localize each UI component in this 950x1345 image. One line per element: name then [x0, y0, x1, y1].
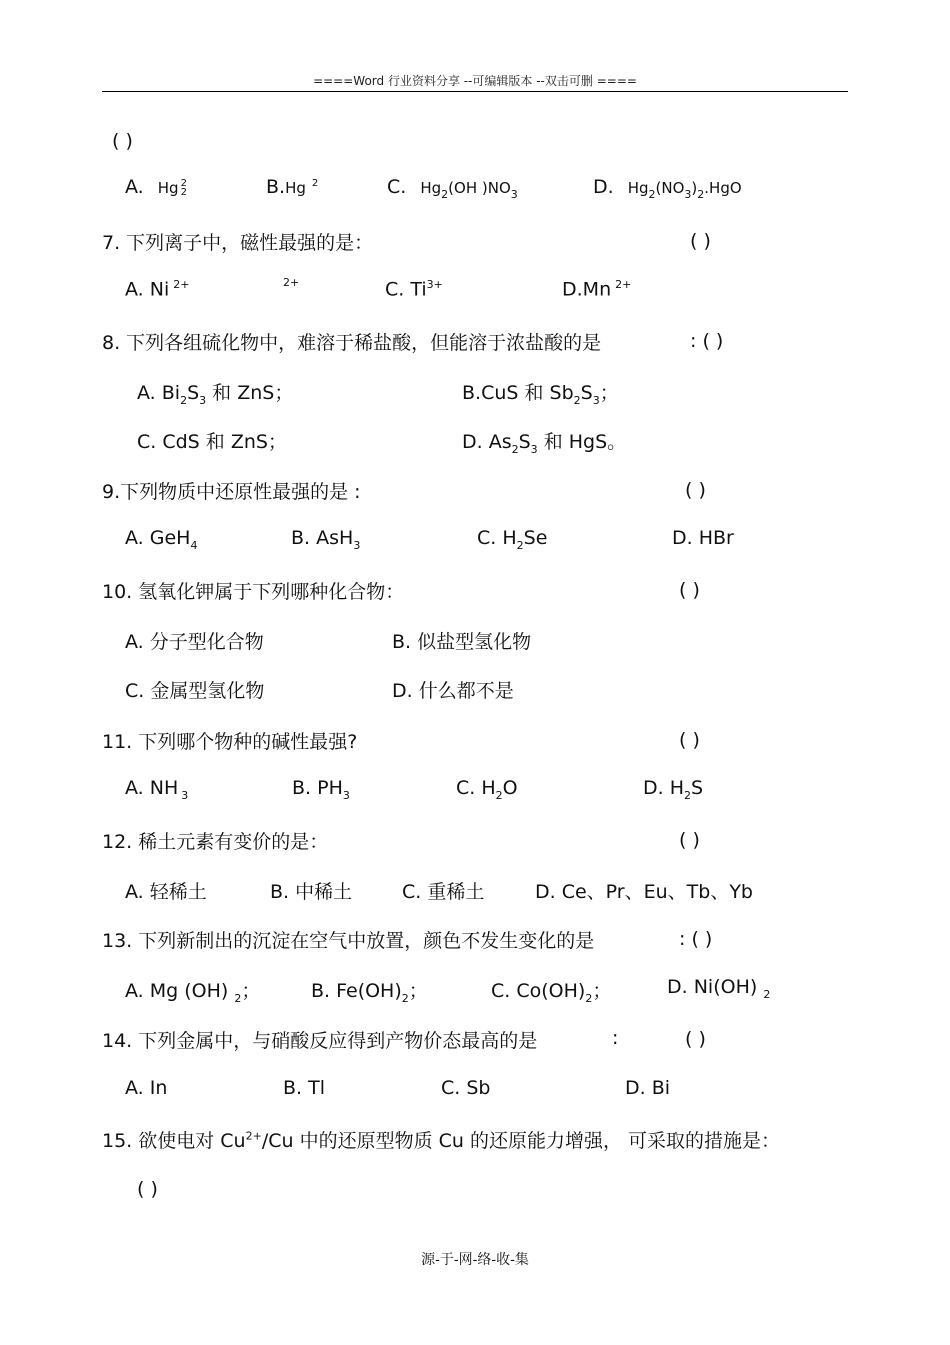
superscript: 2 — [311, 177, 319, 189]
option-text: Se — [523, 527, 548, 549]
option-text: 和 ZnS； — [206, 382, 294, 404]
superscript: 2 — [180, 177, 187, 189]
q14-option-c: C. Sb — [441, 1077, 491, 1099]
q8-stem: 8. 下列各组硫化物中，难溶于稀盐酸，但能溶于浓盐酸的是 — [102, 332, 602, 354]
q12-answer-paren: ( ) — [679, 829, 700, 851]
option-text: ； — [408, 980, 428, 1002]
option-text: B. PH — [292, 777, 343, 799]
option-text: D.Mn — [562, 278, 612, 301]
q10-option-d: D. 什么都不是 — [392, 680, 514, 702]
subscript: 2 — [441, 187, 449, 201]
option-text: D. As — [462, 431, 512, 453]
q13-option-c — [491, 976, 611, 1005]
q10-stem: 10. 氢氧化钾属于下列哪种化合物： — [102, 581, 405, 603]
subscript: 2 — [516, 538, 524, 552]
formula-text: (NO — [655, 179, 685, 197]
option-text: A. Bi — [137, 382, 181, 404]
subscript: 3 — [342, 788, 350, 802]
option-text: D. H — [643, 777, 684, 799]
option-letter: C. — [387, 176, 407, 198]
option-text: 和 HgS。 — [537, 431, 627, 453]
option-text: B. AsH — [291, 527, 354, 549]
q7-option-b-charge: 2+ — [283, 276, 300, 289]
q7-answer-paren: ( ) — [690, 230, 711, 252]
q6-option-b — [266, 176, 318, 198]
superscript: 3+ — [426, 278, 443, 291]
option-text: A. NH — [125, 777, 179, 799]
subscript: 3 — [199, 393, 207, 407]
q11-option-d — [643, 777, 703, 802]
formula-text: Hg — [285, 179, 306, 197]
option-text: ； — [241, 980, 261, 1002]
subscript: 3 — [353, 538, 361, 552]
q15-stem-part1: 15. 欲使电对 Cu — [102, 1130, 246, 1152]
q7-option-c — [385, 278, 443, 300]
q11-stem: 11. 下列哪个物种的碱性最强? — [102, 731, 358, 753]
option-text: S — [691, 777, 704, 799]
q7-stem: 7. 下列离子中，磁性最强的是： — [102, 232, 374, 254]
superscript: 2+ — [615, 278, 632, 291]
option-letter: A. — [125, 176, 144, 198]
q13-option-a — [125, 976, 260, 1005]
option-text: A. Mg (OH) — [125, 980, 235, 1002]
subscript: 2 — [573, 393, 581, 407]
q13-option-b — [311, 976, 428, 1005]
q6-option-d — [593, 176, 742, 201]
q7-option-a — [125, 278, 189, 300]
option-text: ； — [592, 980, 612, 1002]
formula-text: ) — [691, 179, 698, 197]
subscript: 3 — [181, 788, 189, 802]
q8-option-a — [137, 378, 293, 407]
q15-answer-paren: ( ) — [137, 1178, 158, 1200]
q9-answer-paren: ( ) — [685, 479, 706, 501]
q9-option-d: D. HBr — [672, 527, 734, 549]
q15-stem — [102, 1126, 780, 1153]
q11-option-c — [456, 777, 518, 802]
q12-option-a: A. 轻稀土 — [125, 881, 207, 903]
q6-answer-paren: ( ) — [112, 130, 133, 152]
formula-text: Hg — [627, 179, 649, 197]
superscript: 2+ — [245, 1129, 262, 1143]
option-text: S — [187, 382, 200, 404]
q6-option-c — [387, 176, 518, 201]
option-text: B.CuS 和 Sb — [462, 382, 574, 404]
option-text: O — [502, 777, 518, 799]
option-letter: B. — [266, 176, 286, 198]
subscript: 2 — [697, 187, 705, 201]
q15-stem-part2: /Cu 中的还原型物质 Cu 的还原能力增强， 可采取的措施是： — [261, 1130, 781, 1152]
subscript: 2 — [401, 991, 409, 1005]
q14-colon: : — [612, 1027, 619, 1049]
q14-option-a: A. In — [125, 1077, 168, 1099]
subscript: 2 — [684, 788, 691, 802]
subscript: 3 — [684, 187, 692, 201]
q10-option-a: A. 分子型化合物 — [125, 631, 264, 653]
option-text: D. Ni(OH) — [667, 976, 764, 998]
option-text: A. Ni — [125, 278, 170, 301]
q11-option-a — [125, 777, 188, 802]
subscript: 4 — [190, 538, 198, 552]
formula-text: Hg — [420, 179, 442, 197]
q12-option-c: C. 重稀土 — [402, 881, 485, 903]
option-letter: D. — [593, 176, 614, 198]
subscript: 3 — [510, 187, 518, 201]
q13-answer-paren: : ( ) — [679, 928, 713, 950]
header-rule — [102, 91, 848, 92]
subscript: 2 — [648, 187, 656, 201]
q14-option-d: D. Bi — [625, 1077, 671, 1099]
page-header: ====Word 行业资料分享 --可编辑版本 --双击可删 ==== — [313, 74, 637, 88]
formula-text: .HgO — [704, 179, 742, 197]
option-text: ； — [599, 382, 619, 404]
formula-text: Hg — [157, 179, 179, 197]
q8-answer-paren: : ( ) — [690, 330, 724, 352]
option-text: C. Co(OH) — [491, 980, 586, 1002]
option-text: C. Ti — [385, 278, 427, 301]
q9-option-b — [291, 527, 360, 552]
subscript: 2 — [495, 788, 503, 802]
superscript: 2+ — [173, 278, 190, 291]
subscript: 2 — [585, 991, 593, 1005]
option-text: C. H — [477, 527, 517, 549]
page-footer: 源-于-网-络-收-集 — [421, 1252, 529, 1268]
q11-answer-paren: ( ) — [679, 729, 700, 751]
option-text: C. H — [456, 777, 496, 799]
q10-option-b: B. 似盐型氢化物 — [392, 631, 532, 653]
option-text: B. Fe(OH) — [311, 980, 402, 1002]
q14-option-b: B. Tl — [283, 1077, 325, 1099]
q11-option-b — [292, 777, 350, 802]
subscript: 2 — [180, 186, 187, 198]
q10-answer-paren: ( ) — [679, 579, 700, 601]
option-text: S — [518, 431, 531, 453]
q13-option-d — [667, 976, 770, 1001]
q7-option-d — [562, 278, 631, 300]
subscript: 3 — [530, 442, 538, 456]
q12-option-b: B. 中稀土 — [270, 881, 353, 903]
q8-option-c: C. CdS 和 ZnS； — [137, 431, 287, 453]
formula-text: (OH )NO — [448, 179, 511, 197]
subscript: 2 — [763, 987, 771, 1001]
q10-option-c: C. 金属型氢化物 — [125, 680, 265, 702]
q9-option-c — [477, 527, 547, 552]
q8-option-d — [462, 427, 626, 456]
q9-stem: 9.下列物质中还原性最强的是 : — [102, 481, 361, 503]
q13-stem: 13. 下列新制出的沉淀在空气中放置，颜色不发生变化的是 — [102, 930, 595, 952]
q8-option-b — [462, 378, 619, 407]
option-text: S — [580, 382, 593, 404]
q14-answer-paren: ( ) — [685, 1028, 706, 1050]
q12-stem: 12. 稀土元素有变价的是： — [102, 831, 329, 853]
q6-option-a — [125, 176, 187, 198]
q9-option-a — [125, 527, 197, 552]
subscript: 2 — [234, 991, 242, 1005]
subscript: 2 — [180, 393, 188, 407]
q12-option-d: D. Ce、Pr、Eu、Tb、Yb — [535, 881, 753, 903]
q14-stem: 14. 下列金属中，与硝酸反应得到产物价态最高的是 — [102, 1030, 538, 1052]
subscript: 3 — [592, 393, 600, 407]
option-text: A. GeH — [125, 527, 191, 549]
subscript: 2 — [511, 442, 519, 456]
